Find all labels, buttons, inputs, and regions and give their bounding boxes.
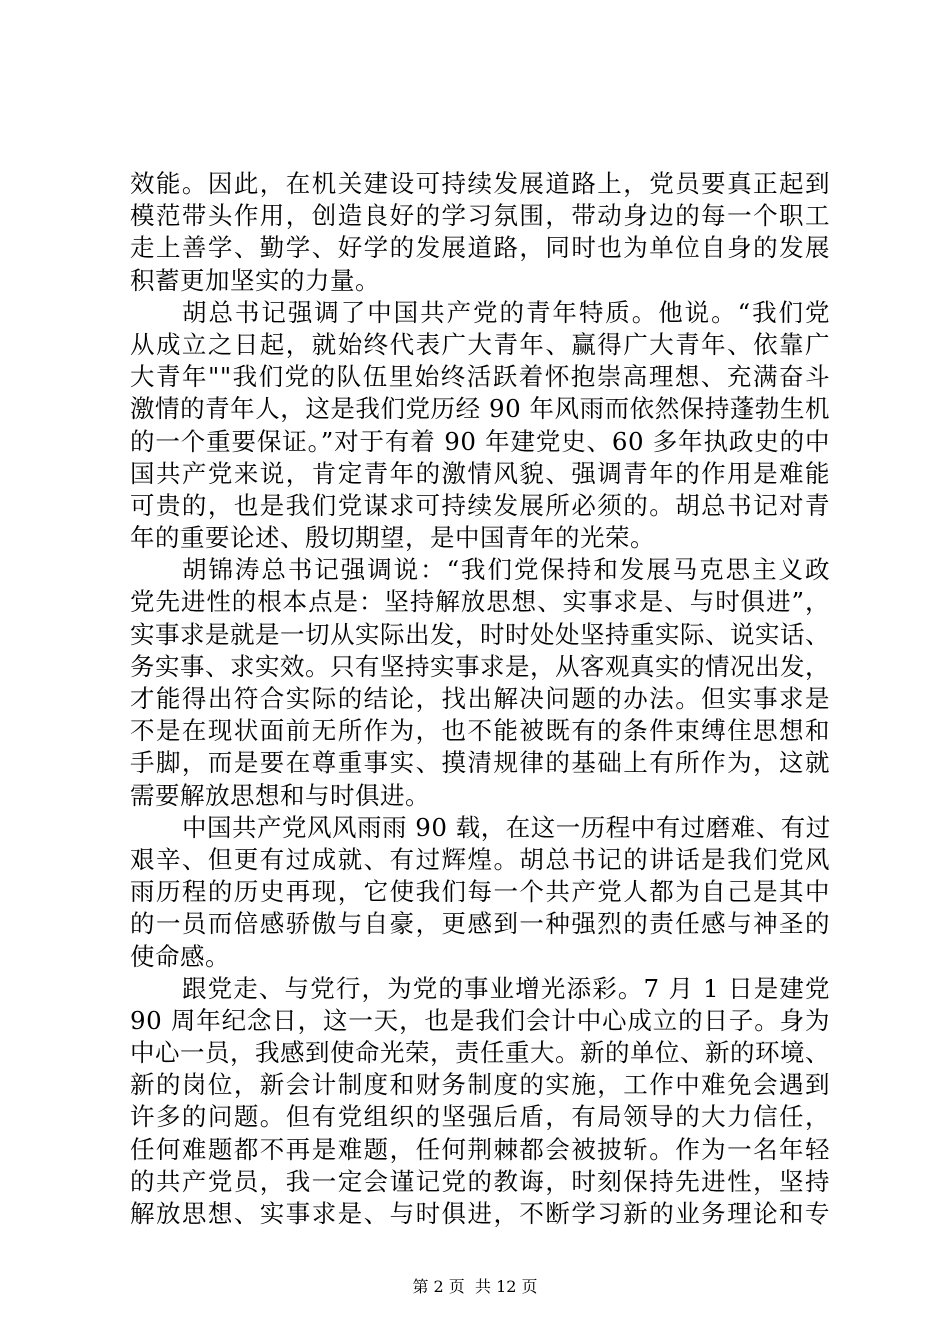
text-line: 艰辛、但更有过成就、有过辉煌。胡总书记的讲话是我们党风: [130, 844, 830, 874]
text-line: 中国共产党风风雨雨 90 载，在这一历程中有过磨难、有过: [182, 812, 831, 842]
text-line: 国共产党来说，肯定青年的激情风貌、强调青年的作用是难能: [130, 458, 830, 488]
text-line: 解放思想、实事求是、与时俱进，不断学习新的业务理论和专: [130, 1199, 830, 1228]
text-line: 才能得出符合实际的结论，找出解决问题的办法。但实事求是: [130, 684, 830, 713]
paragraph: [130, 297, 830, 555]
paragraph: [130, 168, 830, 297]
text-line: 需要解放思想和与时俱进。: [130, 780, 430, 810]
document-body: [130, 168, 830, 1230]
text-line: 大青年""我们党的队伍里始终活跃着怀抱崇高理想、充满奋斗: [130, 362, 830, 392]
page-total: 共 12 页: [474, 1277, 538, 1296]
text-line: 胡锦涛总书记强调说：“我们党保持和发展马克思主义政: [182, 555, 830, 585]
text-line: 胡总书记强调了中国共产党的青年特质。他说。“我们党: [182, 297, 830, 327]
text-line: 走上善学、勤学、好学的发展道路，同时也为单位自身的发展: [130, 233, 830, 263]
text-line: 任何难题都不再是难题，任何荆棘都会被披斩。作为一名年轻: [130, 1134, 830, 1164]
text-line: 的一员而倍感骄傲与自豪，更感到一种强烈的责任感与神圣的: [130, 909, 830, 939]
text-line: 激情的青年人，这是我们党历经 90 年风雨而依然保持蓬勃生机: [130, 394, 830, 424]
text-line: 实事求是就是一切从实际出发，时时处处坚持重实际、说实话、: [130, 619, 830, 649]
text-line: 手脚，而是要在尊重事实、摸清规律的基础上有所作为，这就: [130, 748, 830, 778]
text-line: 年的重要论述、殷切期望，是中国青年的光荣。: [130, 523, 655, 553]
text-line: 党先进性的根本点是：坚持解放思想、实事求是、与时俱进”，: [130, 587, 830, 617]
text-line: 可贵的，也是我们党谋求可持续发展所必须的。胡总书记对青: [130, 490, 830, 520]
text-line: 不是在现状面前无所作为，也不能被既有的条件束缚住思想和: [130, 716, 830, 746]
text-line: 从成立之日起，就始终代表广大青年、赢得广大青年、依靠广: [130, 329, 830, 359]
text-line: 积蓄更加坚实的力量。: [130, 265, 380, 295]
text-line: 90 周年纪念日，这一天，也是我们会计中心成立的日子。身为: [130, 1005, 830, 1035]
text-line: 雨历程的历史再现，它使我们每一个共产党人都为自己是其中: [130, 877, 830, 907]
paragraph: [130, 554, 830, 812]
paragraph: [130, 973, 830, 1231]
text-line: 中心一员，我感到使命光荣，责任重大。新的单位、新的环境、: [130, 1038, 830, 1068]
paragraph: [130, 812, 830, 973]
text-line: 的共产党员，我一定会谨记党的教诲，时刻保持先进性，坚持: [130, 1166, 830, 1196]
page-number: 第 2 页: [412, 1277, 465, 1296]
text-line: 跟党走、与党行，为党的事业增光添彩。7 月 1 日是建党: [182, 973, 830, 1003]
text-line: 模范带头作用，创造良好的学习氛围，带动身边的每一个职工: [130, 201, 830, 231]
text-line: 效能。因此，在机关建设可持续发展道路上，党员要真正起到: [130, 169, 830, 198]
page-footer: [0, 1276, 950, 1298]
text-line: 的一个重要保证。”对于有着 90 年建党史、60 多年执政史的中: [130, 426, 830, 456]
text-line: 使命感。: [130, 941, 230, 971]
text-line: 新的岗位，新会计制度和财务制度的实施，工作中难免会遇到: [130, 1070, 830, 1100]
text-line: 许多的问题。但有党组织的坚强后盾，有局领导的大力信任，: [130, 1102, 830, 1132]
text-line: 务实事、求实效。只有坚持实事求是，从客观真实的情况出发，: [130, 651, 830, 681]
